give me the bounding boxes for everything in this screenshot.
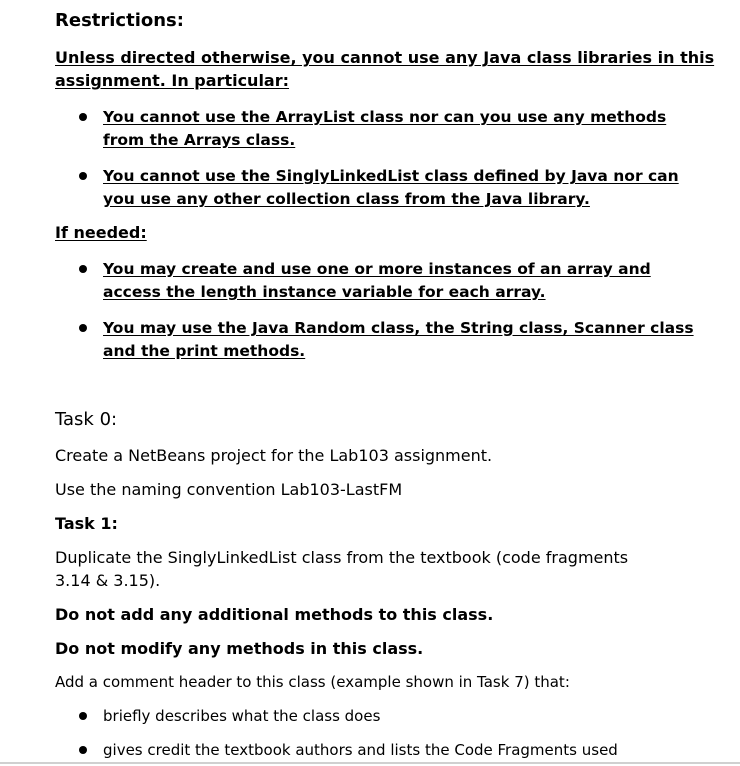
task1-sub-bullet-2: gives credit the textbook authors and lists the Code Fragments used [103, 741, 618, 759]
task1-bold-instruction-1: Do not add any additional methods to this class. [55, 605, 494, 624]
bullet-dot [79, 324, 87, 332]
bullet-dot [79, 746, 87, 754]
task1-heading: Task 1: [55, 514, 118, 533]
task0-line-1: Create a NetBeans project for the Lab103 assignment. [55, 446, 493, 465]
if-needed-bullet-1-line-1: You may create and use one or more instances of an array and [103, 260, 651, 278]
bullet-dot [79, 712, 87, 720]
task1-sub-bullet-1: briefly describes what the class does [103, 707, 381, 725]
if-needed-bullet-1-line-2: access the length instance variable for each array. [103, 283, 546, 301]
if-needed-bullet-2-line-1: You may use the Java Random class, the String class, Scanner class [103, 319, 694, 337]
restrictions-intro-line-2: assignment. In particular: [55, 71, 290, 90]
if-needed-heading: If needed: [55, 223, 147, 242]
page-bottom-divider [0, 762, 740, 764]
task1-comment-intro: Add a comment header to this class (example shown in Task 7) that: [55, 673, 570, 691]
restriction-bullet-2-line-1: You cannot use the SinglyLinkedList class defined by Java nor can [103, 167, 679, 185]
task1-paragraph-line-1: Duplicate the SinglyLinkedList class from the textbook (code fragments [55, 548, 629, 567]
task0-heading: Task 0: [55, 409, 118, 430]
restrictions-heading: Restrictions: [55, 10, 184, 31]
restrictions-intro-line-1: Unless directed otherwise, you cannot use any Java class libraries in this [55, 48, 715, 67]
task1-paragraph-line-2: 3.14 & 3.15). [55, 571, 161, 590]
if-needed-bullet-2-line-2: and the print methods. [103, 342, 306, 360]
bullet-dot [79, 113, 87, 121]
bullet-dot [79, 265, 87, 273]
task1-bold-instruction-2: Do not modify any methods in this class. [55, 639, 424, 658]
bullet-dot [79, 172, 87, 180]
task0-line-2: Use the naming convention Lab103-LastFM [55, 480, 403, 499]
restriction-bullet-1-line-1: You cannot use the ArrayList class nor can you use any methods [103, 108, 667, 126]
restriction-bullet-1-line-2: from the Arrays class. [103, 131, 296, 149]
restriction-bullet-2-line-2: you use any other collection class from the Java library. [103, 190, 590, 208]
